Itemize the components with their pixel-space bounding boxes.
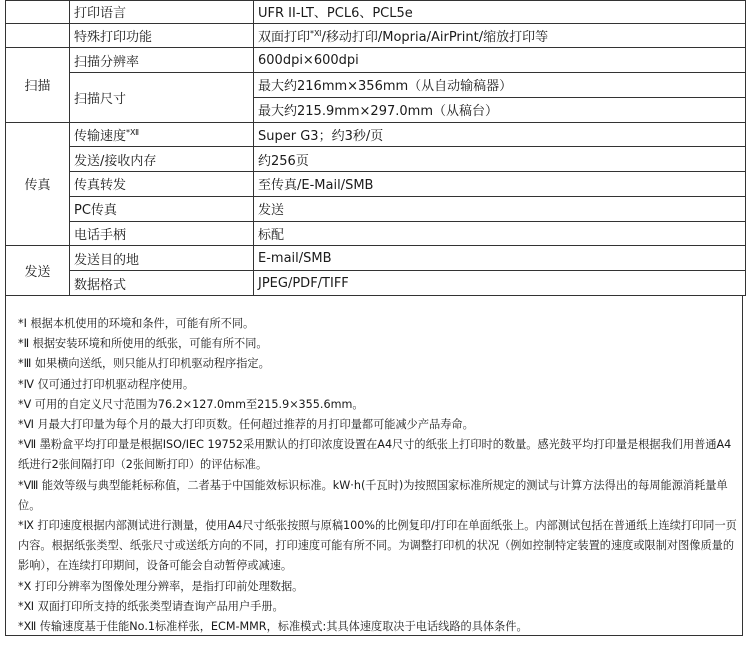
row-pc-fax [6, 196, 746, 221]
row-special-print [6, 23, 746, 48]
footnote-1: *Ⅰ 根据本机使用的环境和条件，可能有所不同。 [18, 317, 255, 330]
scan-size-value-platen: 最大约215.9mm×297.0mm（从稿台） [254, 97, 746, 122]
send-destination-label: 发送目的地 [70, 246, 254, 271]
footnote-5: *Ⅴ 可用的自定义尺寸范围为76.2×127.0mm至215.9×355.6mm。 [18, 397, 364, 411]
special-print-label: 特殊打印功能 [70, 23, 254, 48]
row-fax-forward [6, 172, 746, 197]
footnote-10: *Ⅹ 打印分辨率为图像处理分辨率，是指打印前处理数据。 [18, 579, 304, 593]
footnotes-box [5, 296, 743, 636]
special-print-value-pre: 双面打印 [258, 29, 311, 45]
special-print-value [254, 23, 746, 48]
row-handset [6, 221, 746, 246]
special-print-value-post: /移动打印/Mopria/AirPrint/缩放打印等 [321, 29, 549, 45]
pc-fax-label: PC传真 [70, 196, 254, 221]
footnotes-list [18, 314, 740, 637]
footnote-8: *Ⅷ 能效等级与典型能耗标称值，二者基于中国能效标识标准。kW·h(千瓦时)为按照国家标准所规定的测试与计算方法得出的每周能源消耗量单位。 [18, 478, 728, 512]
scan-size-value-adf: 最大约216mm×356mm（从自动输稿器） [254, 73, 746, 98]
footnote-2: *Ⅱ 根据安装环境和所使用的纸张，可能有所不同。 [18, 337, 268, 351]
fax-speed-value: Super G3；约3秒/页 [254, 122, 746, 147]
fax-speed-label-text: 传输速度 [74, 128, 127, 144]
print-language-value: UFR II-LT、PCL6、PCL5e [254, 1, 746, 24]
footnote-9: *Ⅸ 打印速度根据内部测试进行测量，使用A4尺寸纸张按照与原稿100%的比例复印/打印在单面纸张上。内部测试包括在普通纸上连续打印同一页内容。根据纸张类型、纸张尺寸或送纸方向的不同，打印速度可能有所不同。为调整打印机的状况（例如控制特定装置的速度或限制对图像质量的影响），在连续打印期间，设备可能会自动暂停或减速。 [18, 519, 737, 573]
scan-size-label: 扫描尺寸 [70, 73, 254, 123]
data-format-label: 数据格式 [70, 271, 254, 296]
footnote-12: *Ⅻ 传输速度基于佳能No.1标准样张，ECM-MMR，标准模式:其具体速度取决于电话线路的具体条件。 [18, 620, 528, 634]
row-send-destination [6, 246, 746, 271]
footnote-7: *Ⅶ 墨粉盒平均打印量是根据ISO/IEC 19752采用默认的打印浓度设置在A4尺寸的纸张上打印时的数量。感光鼓平均打印量是根据我们用普通A4纸进行2张间隔打印（2张间断打印）的评估标准。 [18, 438, 732, 472]
handset-value: 标配 [254, 221, 746, 246]
fax-speed-footnote-marker: *Ⅻ [126, 127, 140, 137]
scan-resolution-value: 600dpi×600dpi [254, 48, 746, 73]
category-cell-empty [6, 1, 70, 24]
data-format-value: JPEG/PDF/TIFF [254, 271, 746, 296]
category-cell-empty [6, 23, 70, 48]
scan-category: 扫描 [6, 48, 70, 122]
footnote-3: *Ⅲ 如果横向送纸，则只能从打印机驱动程序指定。 [18, 357, 270, 371]
row-fax-speed [6, 122, 746, 147]
spec-table [5, 0, 746, 296]
footnote-11: *Ⅺ 双面打印所支持的纸张类型请查询产品用户手册。 [18, 599, 284, 613]
special-print-footnote-marker: *Ⅺ [310, 28, 322, 38]
footnote-4: *Ⅳ 仅可通过打印机驱动程序使用。 [18, 377, 195, 391]
fax-memory-value: 约256页 [254, 147, 746, 172]
row-scan-size-1 [6, 73, 746, 98]
fax-forward-label: 传真转发 [70, 172, 254, 197]
row-scan-resolution [6, 48, 746, 73]
handset-label: 电话手柄 [70, 221, 254, 246]
send-category: 发送 [6, 246, 70, 296]
row-data-format [6, 271, 746, 296]
scan-resolution-label: 扫描分辨率 [70, 48, 254, 73]
fax-speed-label [70, 122, 254, 147]
footnote-6: *Ⅵ 月最大打印量为每个月的最大打印页数。任何超过推荐的月打印量都可能减少产品寿命。 [18, 418, 474, 432]
send-destination-value: E-mail/SMB [254, 246, 746, 271]
fax-forward-value: 至传真/E-Mail/SMB [254, 172, 746, 197]
row-fax-memory [6, 147, 746, 172]
print-language-label: 打印语言 [70, 1, 254, 24]
fax-category: 传真 [6, 122, 70, 246]
row-print-language [6, 1, 746, 24]
fax-memory-label: 发送/接收内存 [70, 147, 254, 172]
pc-fax-value: 发送 [254, 196, 746, 221]
